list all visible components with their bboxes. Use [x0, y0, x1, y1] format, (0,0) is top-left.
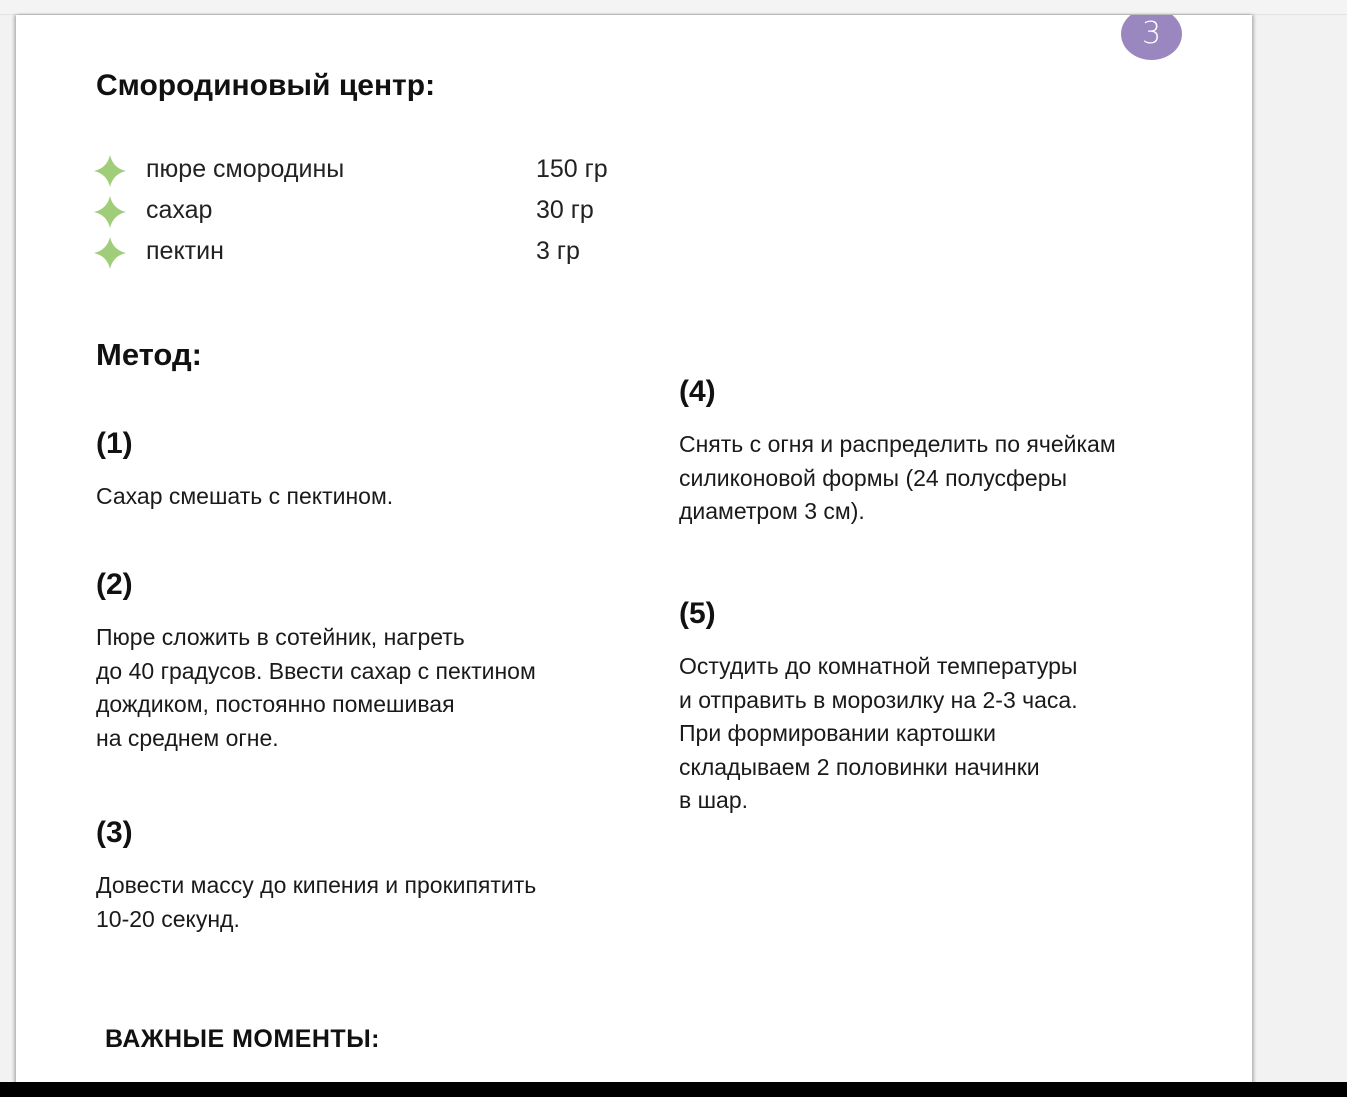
step-text: Сахар смешать с пектином. — [96, 483, 394, 509]
four-point-star-icon — [94, 196, 126, 228]
step-text: Остудить до комнатной температуры и отправить в морозилку на 2-3 часа. При формировании картошки складываем 2 половинки начинки в шар. — [679, 653, 1078, 813]
ingredient-quantity: 30 гр — [536, 196, 594, 224]
step-number: (5) — [679, 597, 716, 630]
step-text: Снять с огня и распределить по ячейкам силиконовой формы (24 полусферы диаметром 3 см). — [679, 431, 1116, 524]
step-number: (1) — [96, 427, 133, 460]
ingredient-row — [94, 191, 654, 232]
document-page — [16, 15, 1252, 1085]
step-number: (3) — [96, 816, 133, 849]
ingredient-quantity: 3 гр — [536, 237, 580, 265]
step-number: (4) — [679, 375, 716, 408]
step-text: Довести массу до кипения и прокипятить 10-20 секунд. — [96, 872, 537, 932]
ingredient-quantity: 150 гр — [536, 155, 608, 183]
viewer-top-strip — [0, 0, 1347, 15]
ingredient-row — [94, 150, 654, 191]
section-title: Смородиновый центр: — [96, 69, 436, 102]
page-number-badge: 3 — [1121, 15, 1182, 60]
method-step-5 — [679, 596, 1199, 818]
method-step-3 — [96, 815, 616, 936]
ingredient-row — [94, 232, 654, 273]
step-text: Пюре сложить в сотейник, нагреть до 40 градусов. Ввести сахар с пектином дождиком, постоянно помешивая на среднем огне. — [96, 624, 536, 751]
ingredient-name: пектин — [146, 237, 224, 265]
viewer-bottom-bar — [0, 1082, 1347, 1097]
method-title: Метод: — [96, 337, 202, 372]
four-point-star-icon — [94, 237, 126, 269]
method-step-1 — [96, 426, 616, 514]
ingredients-list — [94, 150, 654, 273]
important-notes-title: ВАЖНЫЕ МОМЕНТЫ: — [105, 1025, 381, 1053]
method-step-2 — [96, 567, 616, 755]
ingredient-name: пюре смородины — [146, 155, 345, 183]
ingredient-name: сахар — [146, 196, 213, 224]
step-number: (2) — [96, 568, 133, 601]
four-point-star-icon — [94, 155, 126, 187]
method-step-4 — [679, 374, 1199, 529]
